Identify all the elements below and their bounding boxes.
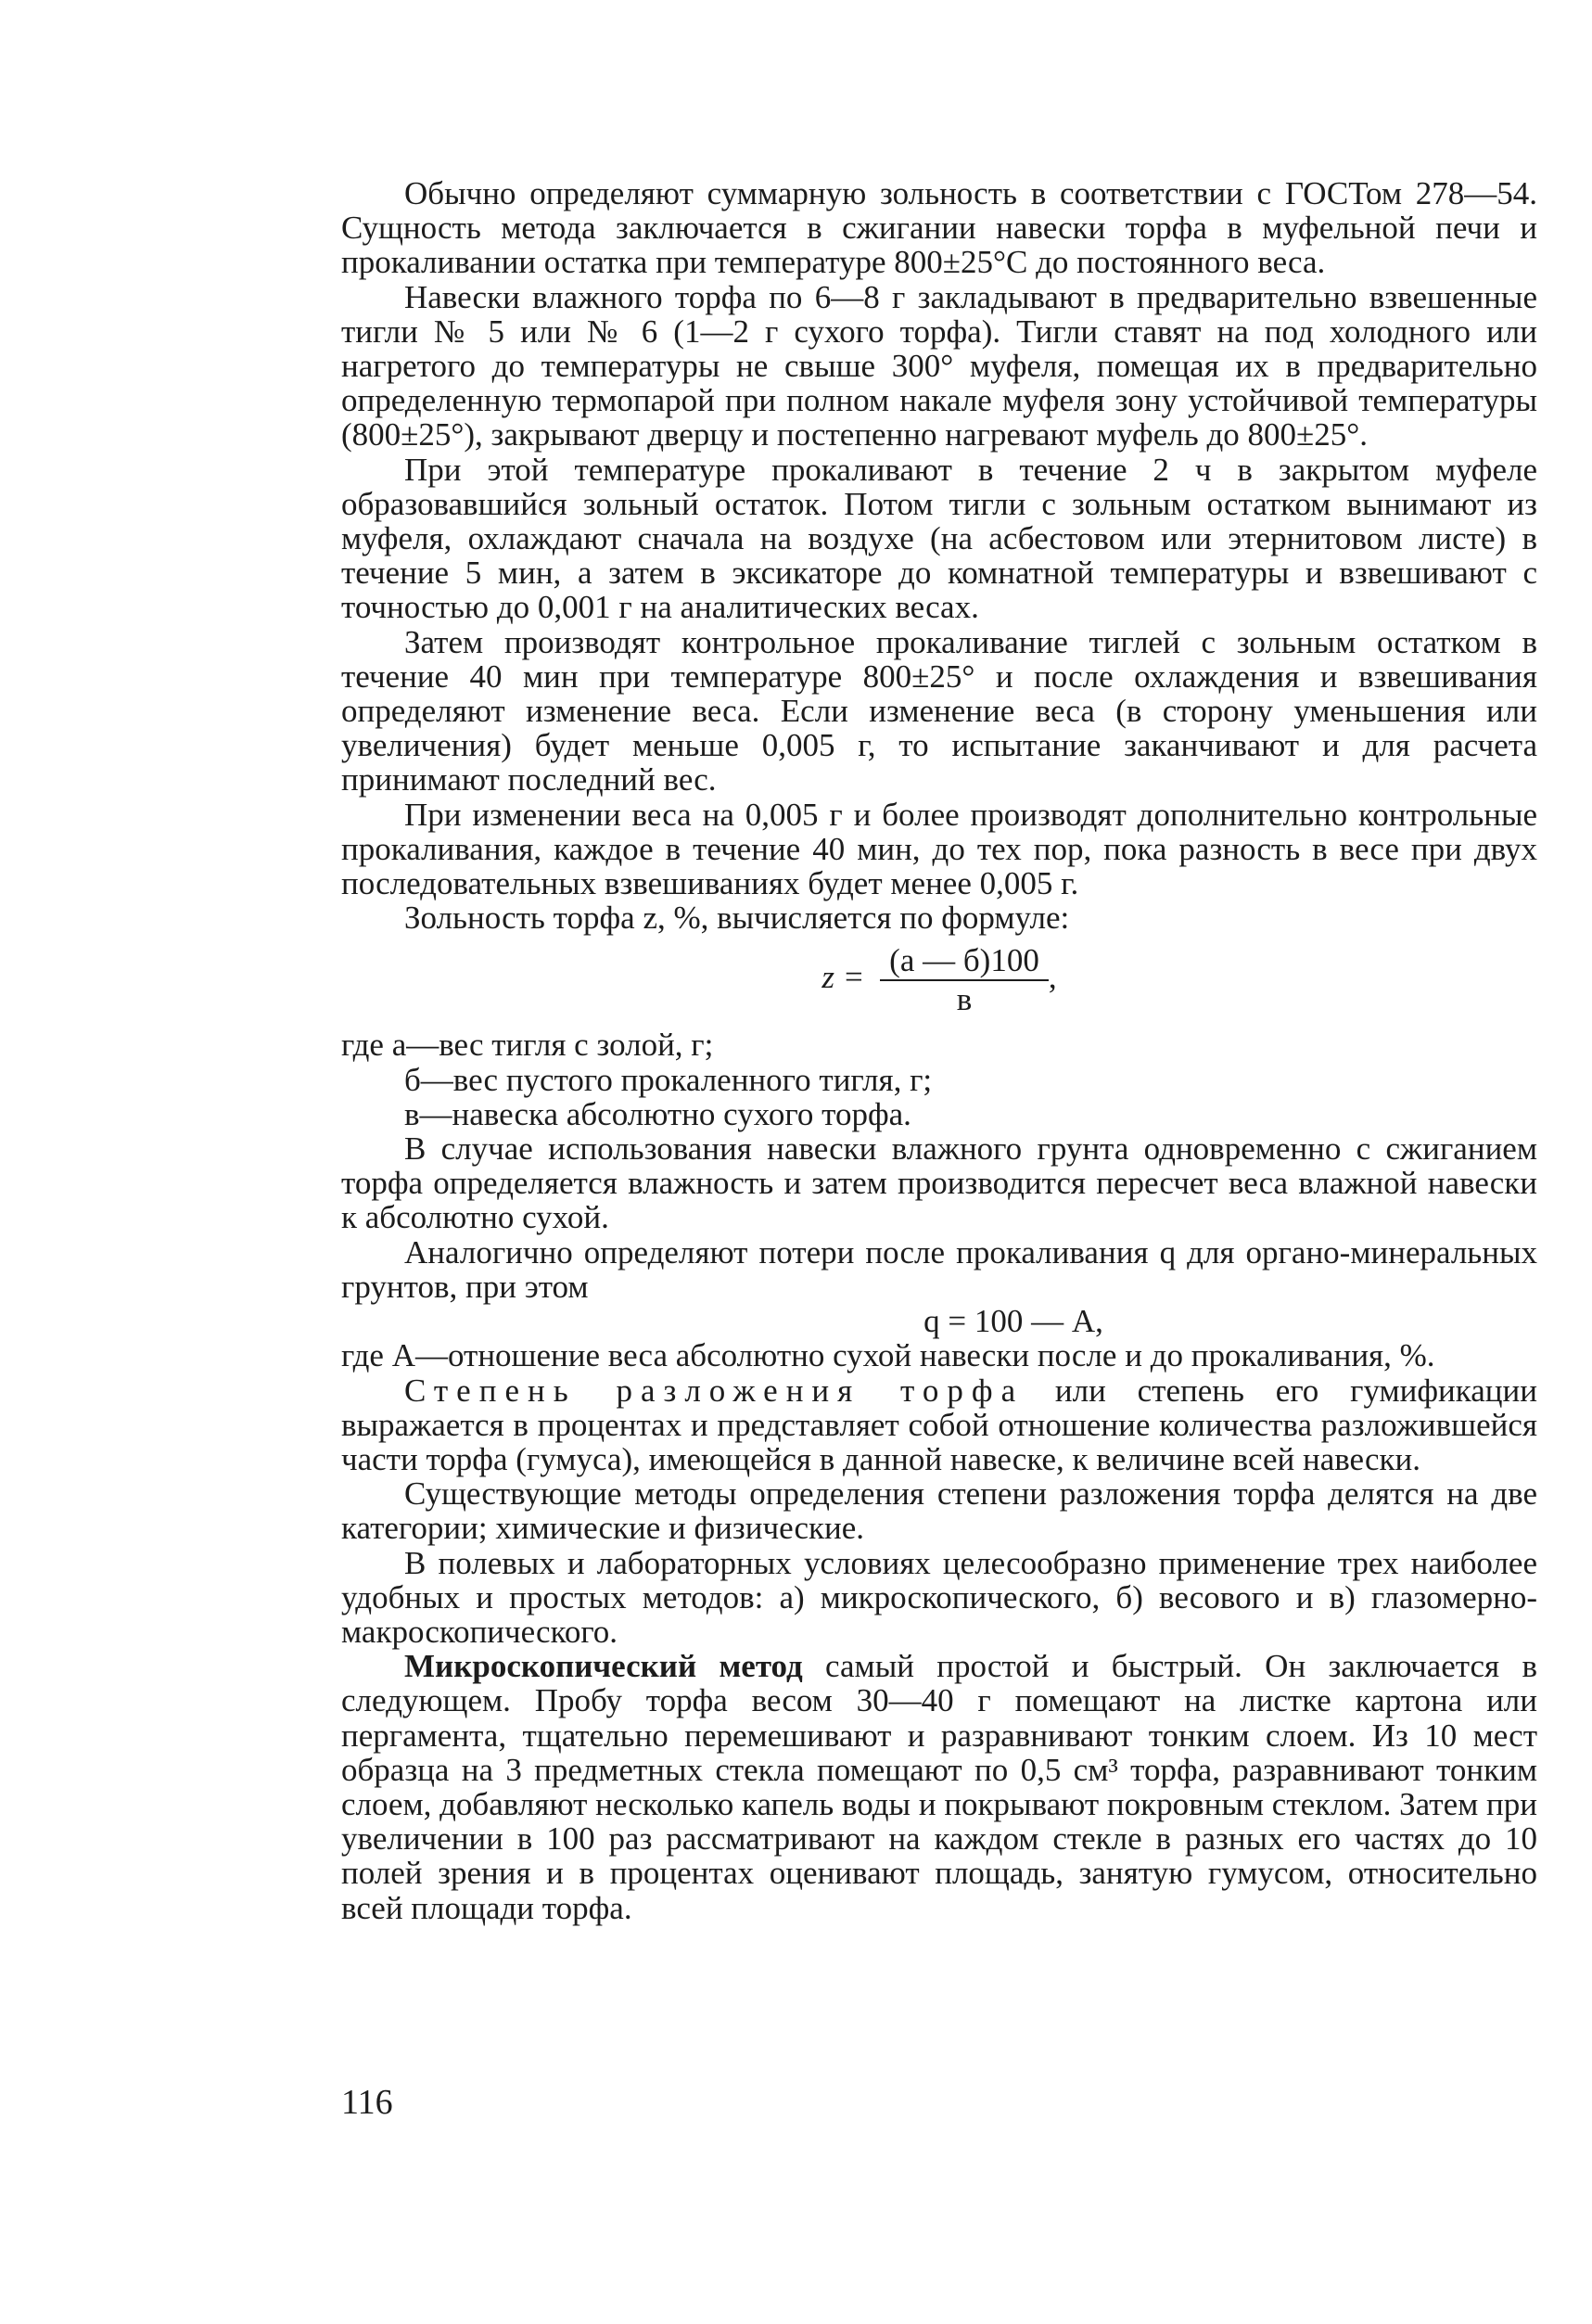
paragraph-method-categories: Существующие методы определения степени разложения торфа делятся на две категории; химические и физические. [341,1475,1537,1547]
formula-fraction [880,942,1049,1018]
paragraph-ash-content-gost: Обычно определяют суммарную зольность в соответствии с ГОСТом 278—54. Сущность метода заключается в сжигании навески торфа в муфельной печи и прокаливании остатка при температуре 800±25°С до постоянного веса. [341,175,1537,281]
formula-where-c: в—навеска абсолютно сухого торфа. [404,1095,911,1132]
term-microscopic-method: Микроскопический метод [404,1648,803,1685]
formula-tail: , [1048,959,1057,996]
paragraph-field-methods: В полевых и лабораторных условиях целесообразно применение трех наиболее удобных и простых методов: а) микроскопического, б) весового и в) глазомерно-макроскопического. [341,1544,1537,1650]
ash-content-formula [341,942,1537,1018]
paragraph-decomposition-rest: или степень его гумификации выражается в процентах и представляет собой отношение количества разложившейся части торфа (гумуса), имеющейся в данной навеске, к величине всей навески. [341,1372,1537,1477]
formula-where-a: где а—вес тигля с золой, г; [341,1027,714,1064]
paragraph-repeat-calcination: При изменении веса на 0,005 г и более производят дополнительно контрольные прокаливания, каждое в течение 40 мин, до тех пор, пока разность в весе при двух последовательных взвешиваниях будет менее 0,005 г. [341,796,1537,902]
page-number: 116 [341,2083,393,2122]
paragraph-organo-mineral: Аналогично определяют потери после прокаливания q для органо-минеральных грунтов, при этом [341,1233,1537,1305]
paragraph-sample-preparation: Навески влажного торфа по 6—8 г закладывают в предварительно взвешенные тигли № 5 или № 6 (1—2 г сухого торфа). Тигли ставят на под холодного или нагретого до температуры не свыше 300° муфеля, помещая их в предварительно определенную термопарой при полном накале муфеля зону устойчивой температуры (800±25°), закрывают дверцу и постепенно нагревают муфель до 800±25°. [341,278,1537,453]
paragraph-decomposition-degree [341,1373,1537,1477]
formula-where-b: б—вес пустого прокаленного тигля, г; [404,1061,933,1098]
page-body [341,176,1537,1925]
formula-numerator: (а — б)100 [880,942,1049,981]
term-decomposition-degree: Степень разложения торфа [404,1372,1025,1409]
loss-formula: q = 100 — А, [923,1303,1103,1340]
paragraph-loss-definition: где А—отношение веса абсолютно сухой навески после и до прокаливания, %. [341,1337,1435,1374]
paragraph-control-calcination: Затем производят контрольное прокаливание тиглей с зольным остатком в течение 40 мин при температуре 800±25° и после охлаждения и взвешивания определяют изменение веса. Если изменение веса (в сторону уменьшения или увеличения) будет меньше 0,005 г, то испытание заканчивают и для расчета принимают последний вес. [341,623,1537,798]
paragraph-wet-sample: В случае использования навески влажного грунта одновременно с сжиганием торфа определяется влажность и затем производится пересчет веса влажной навески к абсолютно сухой. [341,1130,1537,1236]
formula-lhs: z = [821,959,865,996]
paragraph-calcination: При этой температуре прокаливают в течение 2 ч в закрытом муфеле образовавшийся зольный остаток. Потом тигли с зольным остатком вынимают из муфеля, охлаждают сначала на воздухе (на асбестовом или этернитовом листе) в течение 5 мин, а затем в эксикаторе до комнатной температуры и взвешивают с точностью до 0,001 г на аналитических весах. [341,451,1537,626]
paragraph-formula-intro: Зольность торфа z, %, вычисляется по формуле: [404,900,1070,937]
paragraph-microscopic-method [341,1649,1537,1925]
paragraph-microscopic-rest: самый простой и быстрый. Он заключается в следующем. Пробу торфа весом 30—40 г помещают на листке картона или пергамента, тщательно перемешивают и разравнивают тонким слоем. Из 10 мест образца на 3 предметных стекла помещают по 0,5 см³ торфа, разравнивают тонким слоем, добавляют несколько капель воды и покрывают покровным стеклом. Затем при увеличении в 100 раз рассматривают на каждом стекле в разных его частях до 10 полей зрения и в процентах оценивают площадь, занятую гумусом, относительно всей площади торфа. [341,1648,1537,1926]
formula-denominator: в [956,981,973,1018]
